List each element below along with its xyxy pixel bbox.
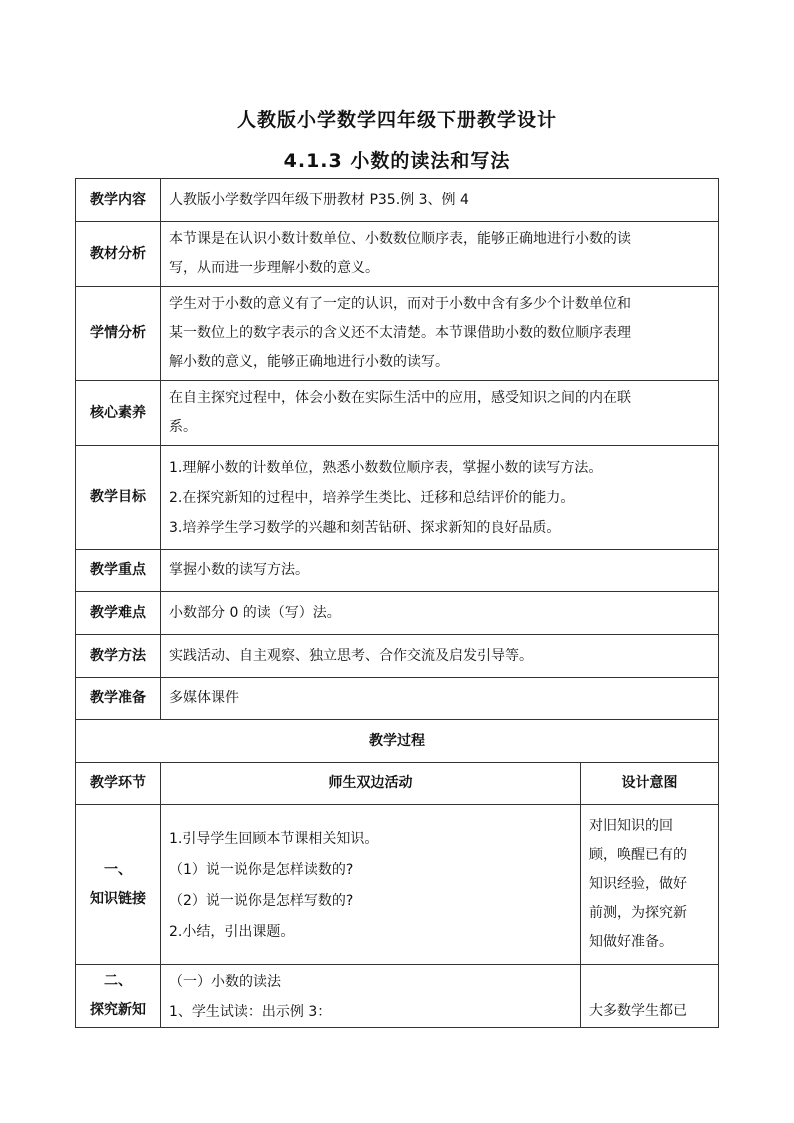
document-title: 人教版小学数学四年级下册教学设计	[236, 109, 557, 131]
info-row-key-point	[76, 550, 719, 592]
stage-label: 一、 知识链接	[76, 805, 161, 965]
stage-activity: （一）小数的读法 1、学生试读：出示例 3：	[161, 965, 581, 1028]
row-label: 学情分析	[76, 287, 161, 381]
row-label: 教材分析	[76, 222, 161, 287]
row-value: 学生对于小数的意义有了一定的认识，而对于小数中含有多少个计数单位和 某一数位上的数字表示的含义还不太清楚。本节课借助小数的数位顺序表理 解小数的意义，能够正确地进行小数的读写。	[161, 287, 719, 381]
info-row-method	[76, 635, 719, 678]
row-label: 核心素养	[76, 381, 161, 446]
row-value: 多媒体课件	[161, 678, 719, 720]
info-row-content	[76, 179, 719, 222]
row-value: 人教版小学数学四年级下册教材 P35.例 3、例 4	[161, 179, 719, 222]
lesson-subtitle: 4.1.3 小数的读法和写法	[283, 150, 511, 172]
row-label: 教学方法	[76, 635, 161, 678]
row-label: 教学重点	[76, 550, 161, 592]
stage-intent: 大多数学生都已	[581, 965, 719, 1028]
process-stage-row	[76, 965, 719, 1028]
column-header-intent: 设计意图	[581, 763, 719, 805]
info-row-literacy	[76, 381, 719, 446]
info-row-goals	[76, 446, 719, 550]
stage-activity: 1.引导学生回顾本节课相关知识。 （1）说一说你是怎样读数的? （2）说一说你是怎样写数的? 2.小结，引出课题。	[161, 805, 581, 965]
row-value: 小数部分 0 的读（写）法。	[161, 592, 719, 635]
row-label: 教学准备	[76, 678, 161, 720]
info-row-student	[76, 287, 719, 381]
process-heading-row	[76, 720, 719, 763]
stage-intent: 对旧知识的回 顾，唤醒已有的 知识经验，做好 前测，为探究新 知做好准备。	[581, 805, 719, 965]
column-header-stage: 教学环节	[76, 763, 161, 805]
stage-label: 二、 探究新知	[76, 965, 161, 1028]
row-label: 教学目标	[76, 446, 161, 550]
row-value: 在自主探究过程中，体会小数在实际生活中的应用，感受知识之间的内在联 系。	[161, 381, 719, 446]
row-value: 实践活动、自主观察、独立思考、合作交流及启发引导等。	[161, 635, 719, 678]
row-label: 教学内容	[76, 179, 161, 222]
info-row-difficulty	[76, 592, 719, 635]
column-header-activity: 师生双边活动	[161, 763, 581, 805]
row-value: 本节课是在认识小数计数单位、小数数位顺序表，能够正确地进行小数的读 写，从而进一步理解小数的意义。	[161, 222, 719, 287]
info-row-material	[76, 222, 719, 287]
lesson-plan-table	[75, 178, 719, 1028]
process-column-header-row	[76, 763, 719, 805]
row-label: 教学难点	[76, 592, 161, 635]
row-value: 1.理解小数的计数单位，熟悉小数数位顺序表，掌握小数的读写方法。 2.在探究新知的过程中，培养学生类比、迁移和总结评价的能力。 3.培养学生学习数学的兴趣和刻苦钻研、探求新知的良好品质。	[161, 446, 719, 550]
info-row-preparation	[76, 678, 719, 720]
row-value: 掌握小数的读写方法。	[161, 550, 719, 592]
process-heading: 教学过程	[76, 720, 719, 763]
process-stage-row	[76, 805, 719, 965]
